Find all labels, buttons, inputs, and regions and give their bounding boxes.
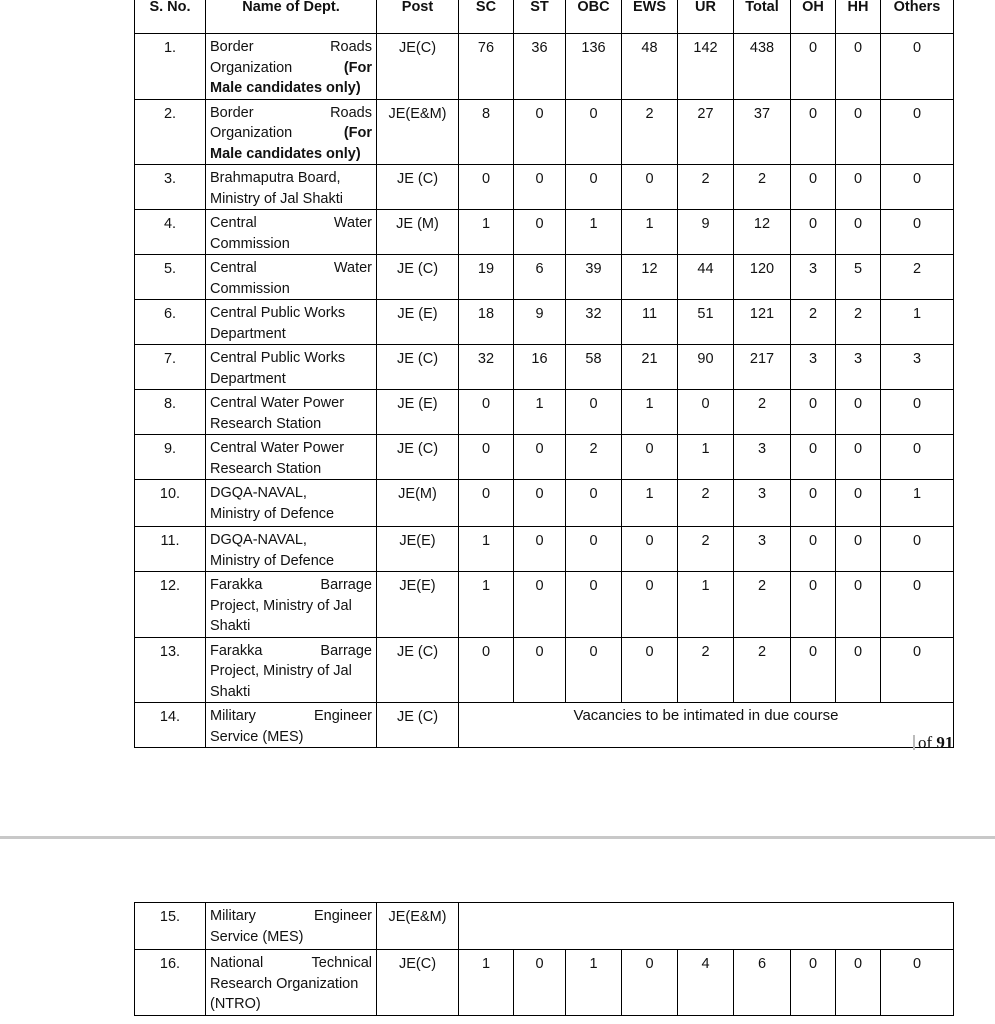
vacancy-count-cell: 3 <box>791 255 836 300</box>
dept-name-word: Military <box>210 708 256 724</box>
vacancy-count-cell: 1 <box>622 480 678 527</box>
vacancy-count-cell: 21 <box>622 345 678 390</box>
dept-name-word: Roads <box>330 39 372 55</box>
vacancy-count-cell: 0 <box>791 34 836 100</box>
vacancy-count-cell: 1 <box>459 950 514 1016</box>
dept-name-cell <box>206 480 377 527</box>
vacancy-count-cell: 1 <box>459 572 514 638</box>
vacancy-count-cell: 0 <box>836 390 881 435</box>
vacancy-count-cell: 0 <box>514 210 566 255</box>
vacancy-count-cell: 48 <box>622 34 678 100</box>
serial-number-cell: 7. <box>135 345 206 390</box>
vacancy-count-cell: 0 <box>566 527 622 572</box>
vacancy-count-cell: 0 <box>836 165 881 210</box>
dept-name-cell <box>206 950 377 1016</box>
vacancy-table-page1 <box>134 0 954 748</box>
vacancy-count-cell: 37 <box>734 99 791 165</box>
vacancy-count-cell: 0 <box>881 34 954 100</box>
vacancy-count-cell: 2 <box>734 637 791 703</box>
dept-name-word: Central Public Works <box>210 350 346 366</box>
dept-name-line <box>210 641 372 662</box>
table-row <box>135 637 954 703</box>
dept-name-line <box>210 303 372 324</box>
dept-name-line: Shakti <box>210 683 251 700</box>
post-cell: JE(C) <box>377 34 459 100</box>
dept-name-word: Central Public Works <box>210 305 346 321</box>
dept-name-line <box>210 123 372 144</box>
serial-number-cell: 16. <box>135 950 206 1016</box>
vacancy-count-cell: 3 <box>734 527 791 572</box>
serial-number-cell: 4. <box>135 210 206 255</box>
vacancy-count-cell: 2 <box>791 300 836 345</box>
vacancy-count-cell: 51 <box>678 300 734 345</box>
vacancy-count-cell: 12 <box>622 255 678 300</box>
vacancy-count-cell: 0 <box>791 210 836 255</box>
dept-name-cell <box>206 703 377 748</box>
vacancy-count-cell: 9 <box>514 300 566 345</box>
dept-name-cell <box>206 572 377 638</box>
vacancy-count-cell: 1 <box>622 390 678 435</box>
vacancy-count-cell: 2 <box>734 390 791 435</box>
page-of-label: of <box>918 733 933 752</box>
vacancy-count-cell: 0 <box>514 165 566 210</box>
dept-name-line: Project, Ministry of Jal <box>210 663 352 679</box>
post-cell: JE (C) <box>377 345 459 390</box>
vacancy-count-cell: 27 <box>678 99 734 165</box>
vacancy-count-cell: 0 <box>881 527 954 572</box>
column-header: OBC <box>566 0 622 34</box>
table-header-row <box>135 0 954 34</box>
table-row <box>135 255 954 300</box>
vacancy-count-cell: 0 <box>791 480 836 527</box>
dept-name-line <box>210 953 372 974</box>
column-header: SC <box>459 0 514 34</box>
vacancy-count-cell: 0 <box>836 34 881 100</box>
dept-name-cell <box>206 637 377 703</box>
column-header: S. No. <box>135 0 206 34</box>
vacancy-count-cell: 136 <box>566 34 622 100</box>
vacancy-count-cell: 0 <box>791 527 836 572</box>
vacancy-count-cell: 1 <box>678 435 734 480</box>
vacancy-count-cell: 3 <box>734 480 791 527</box>
vacancy-count-cell: 0 <box>622 527 678 572</box>
dept-name-cell <box>206 34 377 100</box>
text-cursor-icon <box>913 735 915 750</box>
dept-name-word: Water <box>333 260 372 276</box>
vacancy-count-cell: 0 <box>836 950 881 1016</box>
dept-name-word: Barrage <box>320 642 372 659</box>
post-cell: JE (C) <box>377 637 459 703</box>
dept-name-line: Central Water Power <box>210 440 345 456</box>
dept-name-line: Service (MES) <box>210 728 304 745</box>
dept-name-word: Central <box>210 260 257 276</box>
dept-name-word: Farakka <box>210 642 263 659</box>
vacancy-count-cell: 0 <box>881 572 954 638</box>
vacancy-count-cell: 0 <box>791 572 836 638</box>
vacancy-count-cell: 2 <box>836 300 881 345</box>
serial-number-cell: 13. <box>135 637 206 703</box>
vacancy-count-cell: 142 <box>678 34 734 100</box>
dept-name-line: Service (MES) <box>210 928 304 945</box>
dept-name-line: Brahmaputra Board, <box>210 170 341 186</box>
post-cell: JE (C) <box>377 435 459 480</box>
table-row <box>135 165 954 210</box>
table-row <box>135 950 954 1016</box>
vacancy-count-cell: 0 <box>622 637 678 703</box>
serial-number-cell: 5. <box>135 255 206 300</box>
vacancy-count-cell: 0 <box>791 435 836 480</box>
dept-name-line: Central Water Power <box>210 395 345 411</box>
vacancy-count-cell: 0 <box>678 390 734 435</box>
dept-name-cell <box>206 99 377 165</box>
vacancy-count-cell: 0 <box>566 99 622 165</box>
dept-name-word: Technical <box>311 955 372 971</box>
vacancy-count-cell: 6 <box>514 255 566 300</box>
vacancy-count-cell: 12 <box>734 210 791 255</box>
dept-name-word: Border <box>210 104 254 121</box>
column-header: Others <box>881 0 954 34</box>
dept-name-line <box>210 37 372 58</box>
serial-number-cell: 9. <box>135 435 206 480</box>
dept-name-cell <box>206 255 377 300</box>
dept-name-line: Ministry of Defence <box>210 505 335 522</box>
vacancy-count-cell: 0 <box>514 950 566 1016</box>
vacancy-count-cell: 0 <box>622 572 678 638</box>
dept-name-line: DGQA-NAVAL, <box>210 485 307 501</box>
vacancy-count-cell: 3 <box>836 345 881 390</box>
dept-name-cell <box>206 165 377 210</box>
table-row <box>135 300 954 345</box>
dept-name-line: Shakti <box>210 618 251 634</box>
vacancy-count-cell: 0 <box>459 165 514 210</box>
dept-name-word: Water <box>333 215 372 231</box>
vacancy-count-cell: 217 <box>734 345 791 390</box>
dept-name-cell <box>206 300 377 345</box>
dept-name-line <box>210 58 372 79</box>
dept-name-line <box>210 213 372 234</box>
vacancy-count-cell: 0 <box>791 390 836 435</box>
page-divider <box>0 836 995 839</box>
column-header: ST <box>514 0 566 34</box>
serial-number-cell: 14. <box>135 703 206 748</box>
table-row <box>135 345 954 390</box>
vacancy-count-cell: 0 <box>459 435 514 480</box>
serial-number-cell: 6. <box>135 300 206 345</box>
vacancy-count-cell: 1 <box>566 950 622 1016</box>
table-row <box>135 480 954 527</box>
vacancy-count-cell: 0 <box>459 637 514 703</box>
column-header: Total <box>734 0 791 34</box>
serial-number-cell: 8. <box>135 390 206 435</box>
vacancy-count-cell: 1 <box>566 210 622 255</box>
post-cell: JE (M) <box>377 210 459 255</box>
dept-name-line <box>210 258 372 279</box>
column-header: UR <box>678 0 734 34</box>
vacancy-table-page2 <box>134 902 954 1016</box>
dept-name-word: National <box>210 955 264 971</box>
post-cell: JE(E&M) <box>377 903 459 950</box>
vacancy-count-cell: 0 <box>881 950 954 1016</box>
vacancy-count-cell: 0 <box>514 435 566 480</box>
dept-name-word: Border <box>210 39 254 55</box>
dept-name-line <box>210 575 372 596</box>
vacancy-count-cell: 1 <box>881 480 954 527</box>
vacancy-count-cell: 0 <box>514 480 566 527</box>
post-cell: JE (E) <box>377 390 459 435</box>
vacancy-count-cell: 32 <box>566 300 622 345</box>
vacancy-count-cell: 0 <box>622 165 678 210</box>
vacancy-count-cell: 1 <box>678 572 734 638</box>
dept-name-line: Ministry of Jal Shakti <box>210 190 343 207</box>
dept-name-cell <box>206 903 377 950</box>
column-header: Post <box>377 0 459 34</box>
dept-name-word: Engineer <box>313 708 372 724</box>
dept-name-line: Male candidates only) <box>210 80 361 96</box>
vacancy-count-cell: 0 <box>622 435 678 480</box>
merged-note-cell <box>459 903 954 950</box>
dept-name-word: (For <box>343 125 372 141</box>
table-row <box>135 210 954 255</box>
post-cell: JE(E) <box>377 572 459 638</box>
post-cell: JE(E) <box>377 527 459 572</box>
merged-note-cell: Vacancies to be intimated in due course <box>459 703 954 748</box>
vacancy-count-cell: 0 <box>791 99 836 165</box>
vacancy-count-cell: 0 <box>881 435 954 480</box>
vacancy-count-cell: 2 <box>734 165 791 210</box>
post-cell: JE (C) <box>377 255 459 300</box>
vacancy-count-cell: 0 <box>836 210 881 255</box>
vacancy-count-cell: 9 <box>678 210 734 255</box>
vacancy-count-cell: 11 <box>622 300 678 345</box>
dept-name-line: Male candidates only) <box>210 145 361 162</box>
dept-name-line: Commission <box>210 280 290 297</box>
vacancy-count-cell: 0 <box>836 99 881 165</box>
vacancy-count-cell: 6 <box>734 950 791 1016</box>
vacancy-count-cell: 2 <box>678 637 734 703</box>
dept-name-line <box>210 348 372 369</box>
vacancy-count-cell: 1 <box>881 300 954 345</box>
table-row <box>135 390 954 435</box>
vacancy-count-cell: 1 <box>622 210 678 255</box>
dept-name-line: Department <box>210 370 286 387</box>
vacancy-count-cell: 120 <box>734 255 791 300</box>
vacancy-count-cell: 0 <box>836 572 881 638</box>
vacancy-count-cell: 36 <box>514 34 566 100</box>
vacancy-count-cell: 2 <box>566 435 622 480</box>
dept-name-word: (For <box>343 59 372 76</box>
dept-name-line: Research Organization <box>210 975 359 992</box>
serial-number-cell: 2. <box>135 99 206 165</box>
table-row <box>135 34 954 100</box>
vacancy-count-cell: 0 <box>514 572 566 638</box>
table-row <box>135 903 954 950</box>
vacancy-count-cell: 3 <box>734 435 791 480</box>
dept-name-line: Ministry of Defence <box>210 552 335 569</box>
dept-name-line: Department <box>210 325 286 342</box>
vacancy-count-cell: 0 <box>836 435 881 480</box>
vacancy-count-cell: 0 <box>881 165 954 210</box>
column-header: EWS <box>622 0 678 34</box>
vacancy-count-cell: 18 <box>459 300 514 345</box>
vacancy-count-cell: 19 <box>459 255 514 300</box>
vacancy-count-cell: 0 <box>791 950 836 1016</box>
vacancy-count-cell: 0 <box>514 99 566 165</box>
post-cell: JE(C) <box>377 950 459 1016</box>
dept-name-line: DGQA-NAVAL, <box>210 532 307 548</box>
vacancy-count-cell: 0 <box>836 637 881 703</box>
vacancy-count-cell: 0 <box>622 950 678 1016</box>
vacancy-count-cell: 0 <box>881 390 954 435</box>
vacancy-count-cell: 90 <box>678 345 734 390</box>
vacancy-count-cell: 76 <box>459 34 514 100</box>
vacancy-count-cell: 2 <box>622 99 678 165</box>
post-cell: JE (E) <box>377 300 459 345</box>
vacancy-count-cell: 0 <box>881 210 954 255</box>
vacancy-count-cell: 121 <box>734 300 791 345</box>
vacancy-count-cell: 4 <box>678 950 734 1016</box>
vacancy-count-cell: 16 <box>514 345 566 390</box>
vacancy-count-cell: 2 <box>678 527 734 572</box>
vacancy-count-cell: 0 <box>836 527 881 572</box>
vacancy-count-cell: 0 <box>836 480 881 527</box>
table-row <box>135 703 954 748</box>
table-row <box>135 435 954 480</box>
column-header: Name of Dept. <box>206 0 377 34</box>
dept-name-word: Roads <box>330 104 372 121</box>
dept-name-word: Barrage <box>320 577 372 593</box>
vacancy-count-cell: 0 <box>459 480 514 527</box>
table-row <box>135 99 954 165</box>
column-header: OH <box>791 0 836 34</box>
dept-name-word: Central <box>210 215 257 231</box>
dept-name-line: Research Station <box>210 460 322 477</box>
page-total: 91 <box>936 733 954 752</box>
serial-number-cell: 3. <box>135 165 206 210</box>
vacancy-count-cell: 438 <box>734 34 791 100</box>
vacancy-count-cell: 1 <box>514 390 566 435</box>
vacancy-count-cell: 8 <box>459 99 514 165</box>
vacancy-count-cell: 0 <box>566 572 622 638</box>
vacancy-count-cell: 2 <box>734 572 791 638</box>
dept-name-line <box>210 706 372 727</box>
vacancy-count-cell: 0 <box>514 527 566 572</box>
vacancy-count-cell: 0 <box>791 165 836 210</box>
vacancy-count-cell: 44 <box>678 255 734 300</box>
vacancy-count-cell: 0 <box>566 390 622 435</box>
vacancy-count-cell: 32 <box>459 345 514 390</box>
serial-number-cell: 12. <box>135 572 206 638</box>
dept-name-word: Engineer <box>313 908 372 924</box>
dept-name-line: Research Station <box>210 415 322 432</box>
dept-name-line <box>210 103 372 124</box>
vacancy-count-cell: 0 <box>514 637 566 703</box>
vacancy-count-cell: 0 <box>881 99 954 165</box>
vacancy-count-cell: 2 <box>881 255 954 300</box>
dept-name-line: Project, Ministry of Jal <box>210 597 352 614</box>
dept-name-word: Farakka <box>210 577 263 593</box>
vacancy-count-cell: 0 <box>566 480 622 527</box>
table-row <box>135 527 954 572</box>
table-row <box>135 572 954 638</box>
vacancy-count-cell: 2 <box>678 165 734 210</box>
dept-name-cell <box>206 435 377 480</box>
vacancy-count-cell: 3 <box>791 345 836 390</box>
serial-number-cell: 1. <box>135 34 206 100</box>
post-cell: JE(E&M) <box>377 99 459 165</box>
vacancy-count-cell: 1 <box>459 210 514 255</box>
dept-name-cell <box>206 345 377 390</box>
vacancy-count-cell: 0 <box>791 637 836 703</box>
vacancy-count-cell: 0 <box>566 637 622 703</box>
post-cell: JE (C) <box>377 703 459 748</box>
vacancy-count-cell: 58 <box>566 345 622 390</box>
vacancy-count-cell: 0 <box>459 390 514 435</box>
vacancy-count-cell: 5 <box>836 255 881 300</box>
dept-name-cell <box>206 210 377 255</box>
dept-name-line: (NTRO) <box>210 996 261 1012</box>
serial-number-cell: 10. <box>135 480 206 527</box>
vacancy-count-cell: 0 <box>566 165 622 210</box>
dept-name-cell <box>206 527 377 572</box>
serial-number-cell: 11. <box>135 527 206 572</box>
vacancy-count-cell: 2 <box>678 480 734 527</box>
dept-name-word: Military <box>210 908 256 924</box>
dept-name-word: Organization <box>210 59 293 76</box>
vacancy-count-cell: 0 <box>881 637 954 703</box>
vacancy-count-cell: 1 <box>459 527 514 572</box>
dept-name-word: Organization <box>210 125 293 141</box>
dept-name-line: Commission <box>210 235 290 252</box>
page-counter <box>913 733 953 753</box>
vacancy-count-cell: 39 <box>566 255 622 300</box>
column-header: HH <box>836 0 881 34</box>
dept-name-line <box>210 906 372 927</box>
vacancy-count-cell: 3 <box>881 345 954 390</box>
post-cell: JE (C) <box>377 165 459 210</box>
post-cell: JE(M) <box>377 480 459 527</box>
dept-name-cell <box>206 390 377 435</box>
serial-number-cell: 15. <box>135 903 206 950</box>
